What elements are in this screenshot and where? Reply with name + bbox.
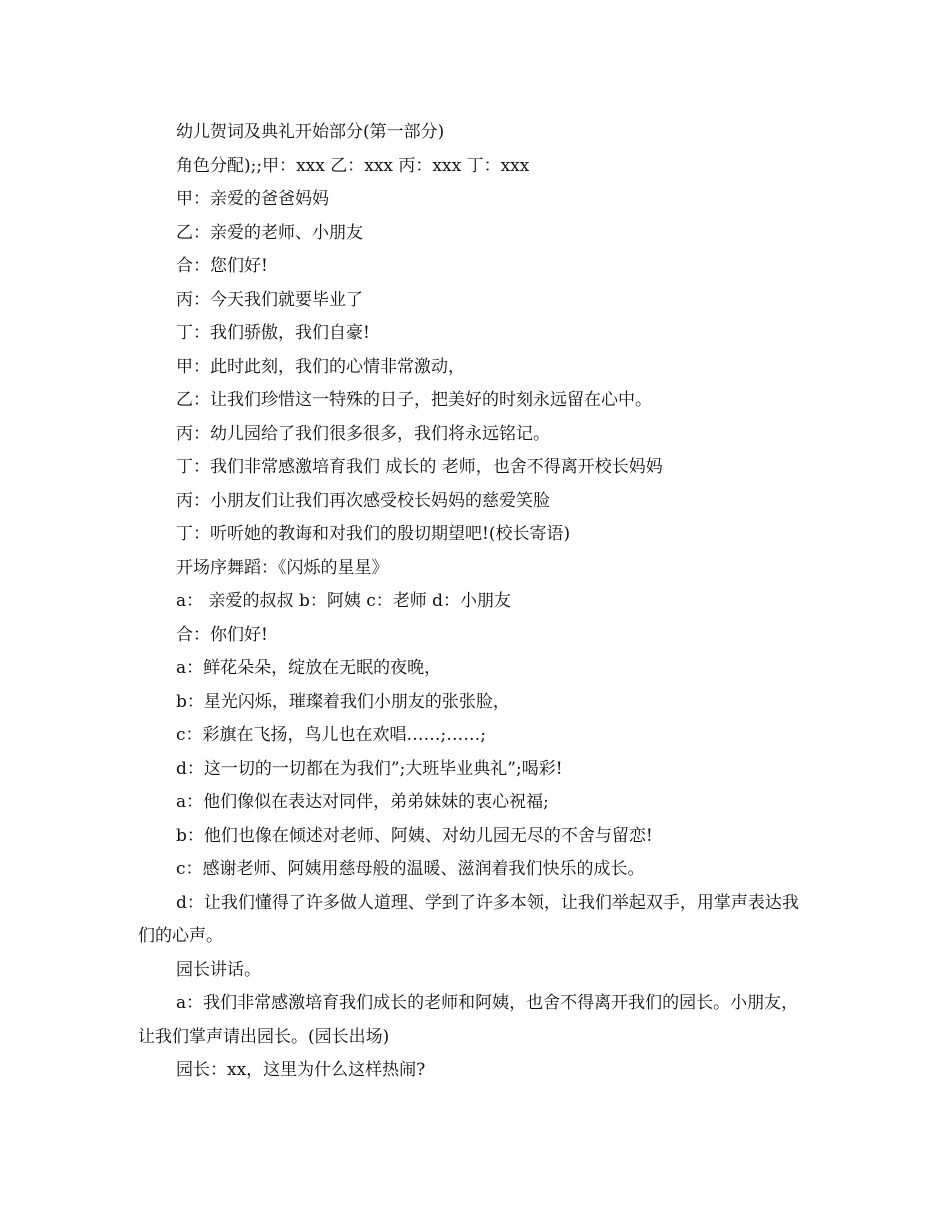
paragraph: 丁：我们非常感激培育我们 成长的 老师，也舍不得离开校长妈妈 — [176, 457, 663, 477]
paragraph: 丁：我们骄傲，我们自豪! — [176, 323, 370, 343]
paragraph: 角色分配);;甲：xxx 乙：xxx 丙：xxx 丁：xxx — [176, 155, 530, 176]
paragraph: d：这一切的一切都在为我们”;大班毕业典礼”;喝彩! — [176, 758, 563, 779]
paragraph: 甲：此时此刻，我们的心情非常激动， — [176, 356, 465, 377]
paragraph: 甲：亲爱的爸爸妈妈 — [176, 189, 329, 209]
paragraph: c：彩旗在飞扬，鸟儿也在欢唱……;……; — [176, 725, 486, 745]
paragraph: 乙：亲爱的老师、小朋友 — [176, 222, 363, 243]
paragraph: 丙：幼儿园给了我们很多很多，我们将永远铭记。 — [176, 423, 550, 444]
paragraph: 园长讲话。 — [176, 959, 261, 980]
document-body — [138, 116, 814, 1088]
paragraph: 丁：听听她的教诲和对我们的殷切期望吧!(校长寄语) — [176, 524, 571, 544]
paragraph: 幼儿贺词及典礼开始部分(第一部分) — [176, 122, 445, 142]
paragraph: 园长：xx，这里为什么这样热闹? — [176, 1060, 426, 1080]
paragraph: a：他们像似在表达对同伴，弟弟妹妹的衷心祝福; — [176, 792, 549, 812]
paragraph: d：让我们懂得了许多做人道理、学到了许多本领，让我们举起双手，用掌声表达我们的心声。 — [138, 892, 799, 946]
paragraph: a：鲜花朵朵，绽放在无眠的夜晚， — [176, 658, 442, 678]
paragraph: 丙：今天我们就要毕业了 — [176, 289, 363, 310]
paragraph: 乙：让我们珍惜这一特殊的日子，把美好的时刻永远留在心中。 — [176, 390, 652, 410]
paragraph: a：我们非常感激培育我们成长的老师和阿姨，也舍不得离开我们的园长。小朋友，让我们掌声请出园长。(园长出场) — [138, 993, 799, 1047]
paragraph: 合：你们好! — [176, 624, 268, 645]
paragraph: a： 亲爱的叔叔 b：阿姨 c：老师 d：小朋友 — [176, 591, 512, 611]
paragraph: b：星光闪烁，璀璨着我们小朋友的张张脸， — [176, 691, 510, 712]
paragraph: 开场序舞蹈：《闪烁的星星》 — [176, 557, 389, 578]
paragraph: 合：您们好! — [176, 256, 268, 276]
paragraph: b：他们也像在倾述对老师、阿姨、对幼儿园无尽的不舍与留恋! — [176, 825, 653, 846]
paragraph: c：感谢老师、阿姨用慈母般的温暖、滋润着我们快乐的成长。 — [176, 859, 645, 879]
paragraph: 丙：小朋友们让我们再次感受校长妈妈的慈爱笑脸 — [176, 490, 550, 511]
